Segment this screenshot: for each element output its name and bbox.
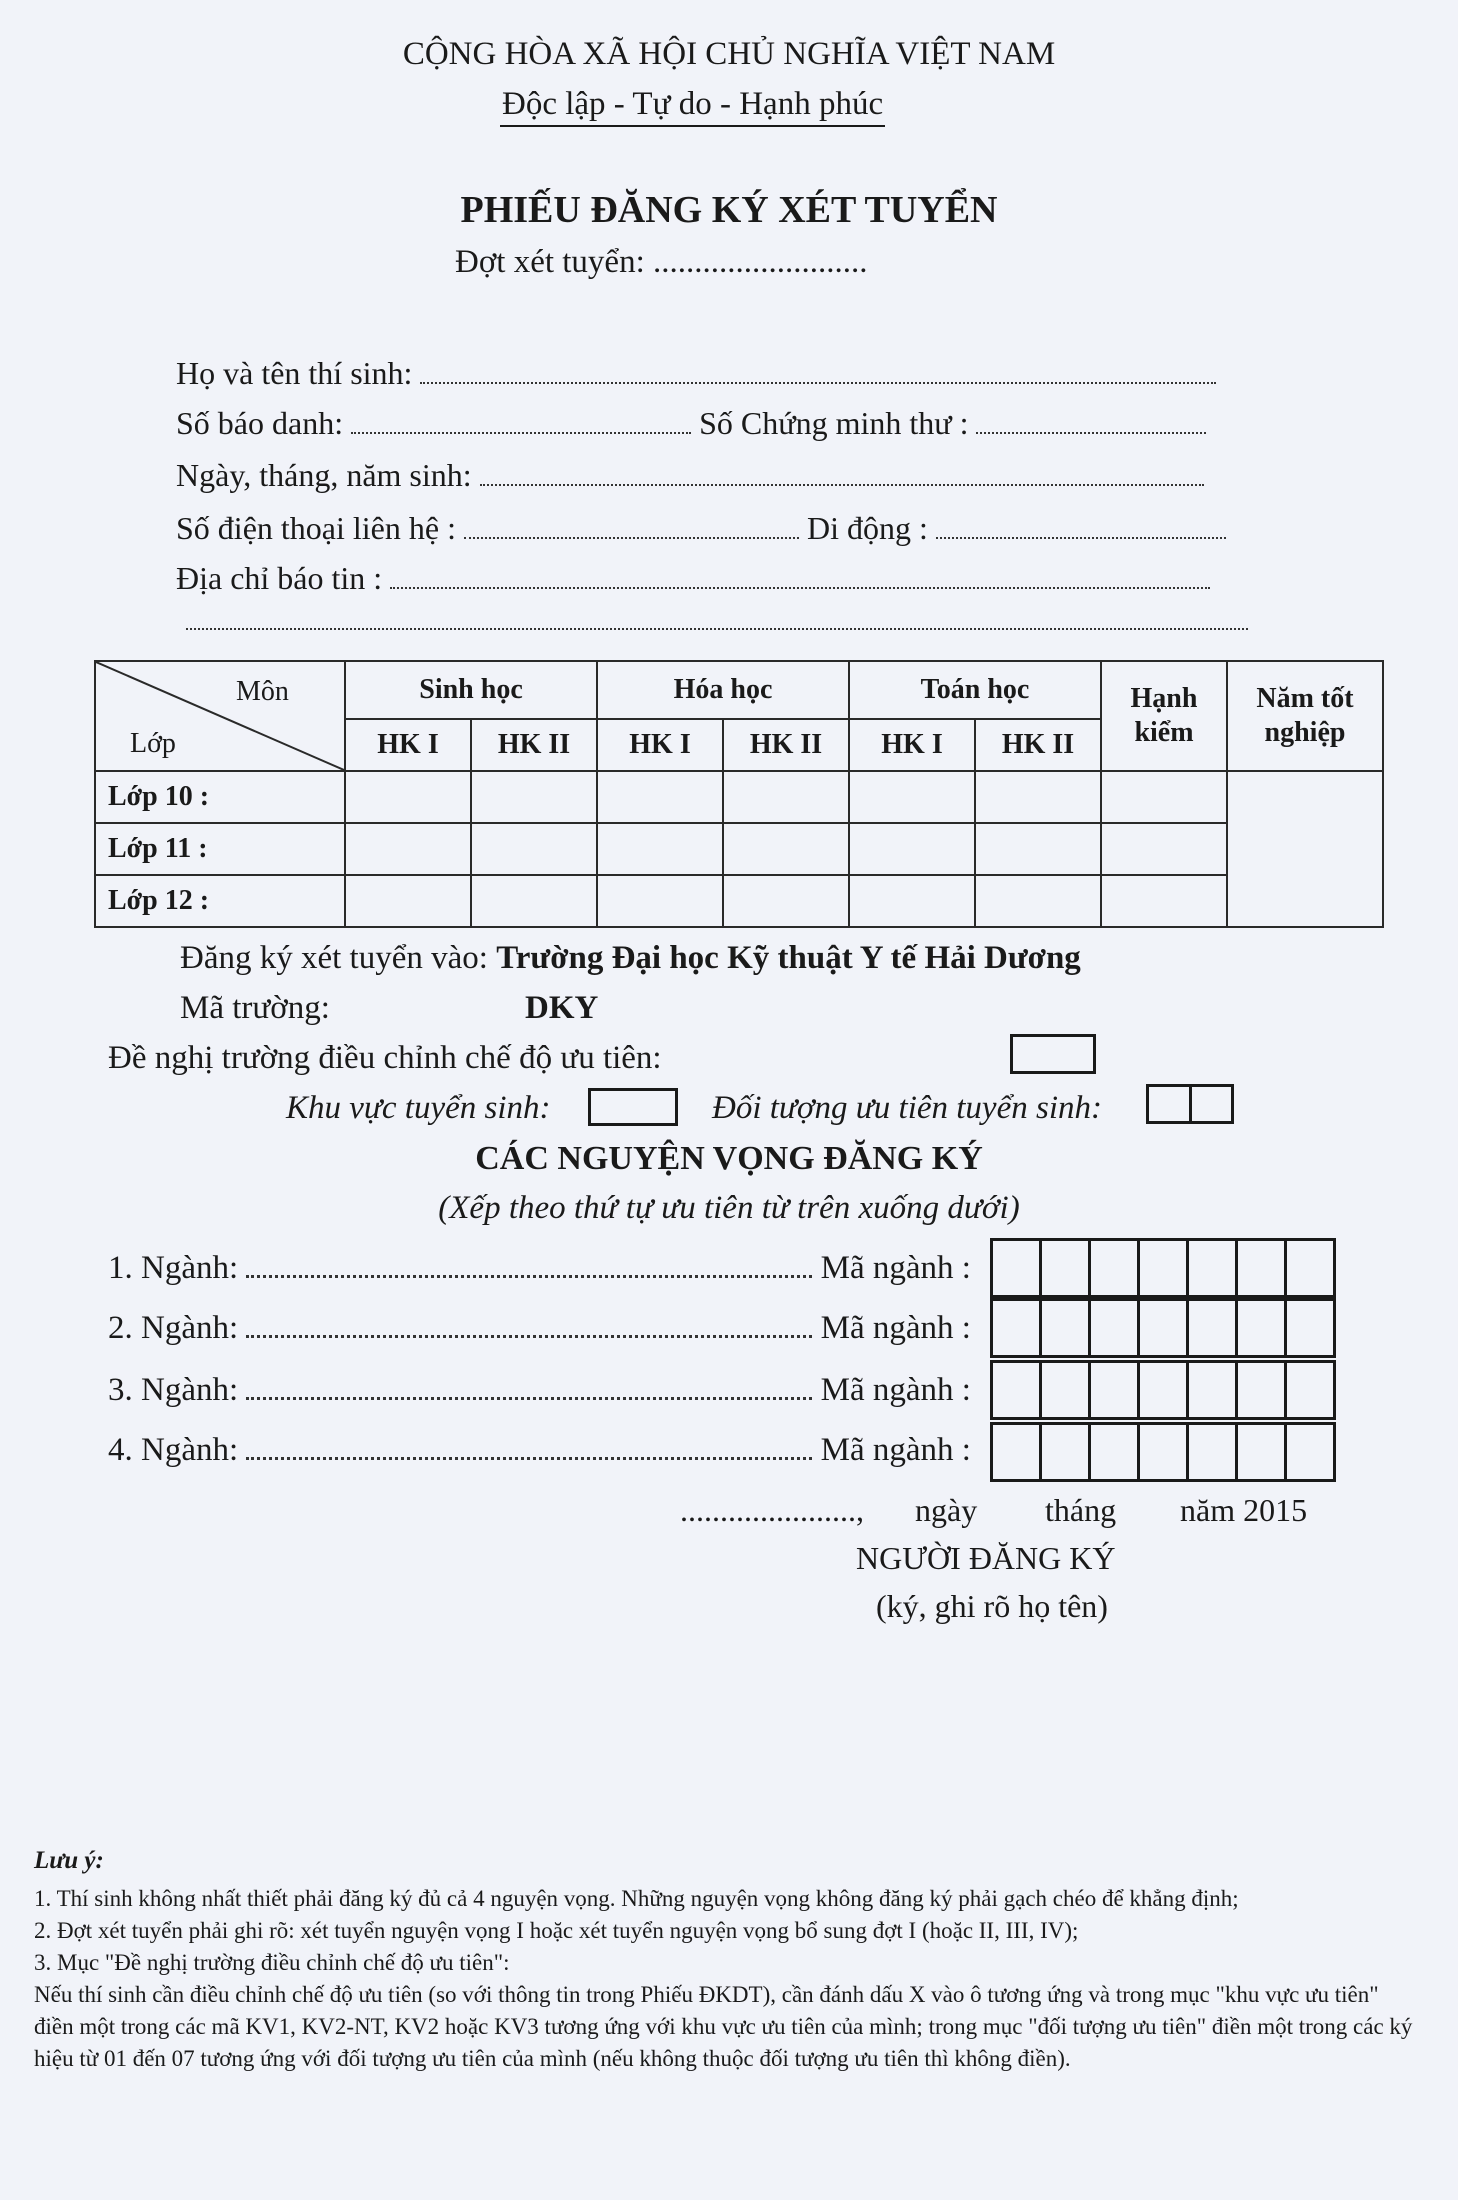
national-motto: Độc lập - Tự do - Hạnh phúc: [500, 86, 885, 127]
target-label: Đối tượng ưu tiên tuyển sinh:: [712, 1090, 1102, 1126]
date-dots: ......................,: [680, 1492, 864, 1528]
target-box-divider: [1189, 1087, 1192, 1121]
candidate-number-field[interactable]: [176, 405, 1206, 442]
id-number-label: Số Chứng minh thư :: [699, 405, 969, 441]
grad-year-cell[interactable]: [1227, 771, 1383, 927]
grade-cell[interactable]: [471, 875, 597, 927]
wish-row[interactable]: [108, 1432, 971, 1469]
form-title: PHIẾU ĐĂNG KÝ XÉT TUYỂN: [460, 189, 998, 231]
address-line-2[interactable]: [186, 628, 1248, 630]
signer-instruction: (ký, ghi rõ họ tên): [876, 1588, 1108, 1624]
conduct-cell[interactable]: [1101, 823, 1227, 875]
major-code-boxes[interactable]: [990, 1298, 1336, 1358]
grade-table: [94, 660, 1384, 928]
conduct-header: [1101, 661, 1227, 771]
date-year: năm 2015: [1180, 1492, 1308, 1528]
grade-cell[interactable]: [849, 771, 975, 823]
address-label: Địa chỉ báo tin :: [176, 560, 383, 596]
phone-line: [464, 531, 799, 539]
wish-row[interactable]: [108, 1250, 971, 1287]
wish-label: 2. Ngành:: [108, 1310, 239, 1346]
grade-cell[interactable]: [975, 771, 1101, 823]
wish-line: [246, 1269, 812, 1278]
grade-cell[interactable]: [345, 875, 471, 927]
signer-title: NGƯỜI ĐĂNG KÝ: [856, 1540, 1116, 1576]
grade-cell[interactable]: [723, 875, 849, 927]
subject-header: Sinh học: [345, 661, 597, 719]
term-header: HK II: [975, 719, 1101, 771]
round-field[interactable]: [455, 244, 868, 281]
table-row: [95, 875, 1383, 927]
note-item: 3. Mục "Đề nghị trường điều chỉnh chế độ ưu tiên":: [34, 1950, 510, 1975]
wishes-subheading: (Xếp theo thứ tự ưu tiên từ trên xuống dưới): [438, 1190, 1020, 1226]
grad-year-header: [1227, 661, 1383, 771]
conduct-header-label: Hạnh kiểm: [1130, 683, 1198, 748]
conduct-cell[interactable]: [1101, 771, 1227, 823]
id-number-line: [976, 426, 1206, 434]
subject-header: Hóa học: [597, 661, 849, 719]
phone-field[interactable]: [176, 510, 1226, 547]
country-name: CỘNG HÒA XÃ HỘI CHỦ NGHĨA VIỆT NAM: [402, 36, 1056, 72]
grade-cell[interactable]: [723, 823, 849, 875]
school-code: DKY: [525, 990, 599, 1026]
mobile-line: [936, 531, 1226, 539]
mobile-label: Di động :: [806, 510, 928, 546]
register-line: [180, 940, 1081, 977]
phone-label: Số điện thoại liên hệ :: [176, 510, 456, 546]
table-row: [95, 771, 1383, 823]
major-code-label: Mã ngành :: [820, 1310, 971, 1346]
term-header: HK I: [597, 719, 723, 771]
subject-header: Toán học: [849, 661, 1101, 719]
candidate-number-label: Số báo danh:: [176, 405, 344, 441]
wish-label: 3. Ngành:: [108, 1372, 239, 1408]
candidate-number-line: [351, 426, 691, 434]
full-name-line: [420, 376, 1216, 384]
term-header: HK II: [723, 719, 849, 771]
region-label: Khu vực tuyển sinh:: [286, 1090, 551, 1126]
term-header: HK I: [345, 719, 471, 771]
region-box[interactable]: [588, 1088, 678, 1126]
round-label: Đợt xét tuyển:: [455, 244, 645, 280]
grade-cell[interactable]: [849, 823, 975, 875]
birth-date-field[interactable]: [176, 457, 1204, 494]
target-box[interactable]: [1146, 1084, 1234, 1124]
row-label: Lớp 12 :: [95, 875, 345, 927]
wish-label: 1. Ngành:: [108, 1250, 239, 1286]
note-item: 2. Đợt xét tuyển phải ghi rõ: xét tuyển nguyện vọng I hoặc xét tuyển nguyện vọng bổ sung đợt I (hoặc II, III, IV);: [34, 1918, 1079, 1943]
grade-cell[interactable]: [849, 875, 975, 927]
notes-section: [34, 1845, 1414, 2075]
grade-cell[interactable]: [597, 771, 723, 823]
note-item: 1. Thí sinh không nhất thiết phải đăng ký đủ cả 4 nguyện vọng. Những nguyện vọng không đăng ký phải gạch chéo để khẳng định;: [34, 1886, 1239, 1911]
major-code-label: Mã ngành :: [820, 1372, 971, 1408]
table-row: [95, 823, 1383, 875]
major-code-label: Mã ngành :: [820, 1432, 971, 1468]
date-month: tháng: [1045, 1492, 1117, 1528]
full-name-field[interactable]: [176, 355, 1216, 392]
row-label: Lớp 10 :: [95, 771, 345, 823]
major-code-boxes[interactable]: [990, 1422, 1336, 1482]
grade-cell[interactable]: [723, 771, 849, 823]
wish-row[interactable]: [108, 1310, 971, 1347]
major-code-boxes[interactable]: [990, 1238, 1336, 1298]
term-header: HK II: [471, 719, 597, 771]
row-label: Lớp 11 :: [95, 823, 345, 875]
grade-cell[interactable]: [471, 771, 597, 823]
notes-title: Lưu ý:: [34, 1847, 104, 1874]
major-code-label: Mã ngành :: [820, 1250, 971, 1286]
grade-cell[interactable]: [597, 875, 723, 927]
grade-cell[interactable]: [471, 823, 597, 875]
wish-line: [246, 1329, 812, 1338]
major-code-boxes[interactable]: [990, 1360, 1336, 1420]
grade-cell[interactable]: [975, 875, 1101, 927]
wish-line: [246, 1451, 812, 1460]
school-code-label: Mã trường:: [180, 990, 330, 1026]
school-name: Trường Đại học Kỹ thuật Y tế Hải Dương: [496, 940, 1081, 976]
term-header: HK I: [849, 719, 975, 771]
corner-class-label: Lớp: [130, 728, 176, 759]
wish-row[interactable]: [108, 1372, 971, 1409]
grade-cell[interactable]: [345, 823, 471, 875]
grade-cell[interactable]: [975, 823, 1101, 875]
corner-subject-label: Môn: [236, 676, 289, 707]
address-line: [390, 581, 1210, 589]
round-dots: ..........................: [653, 244, 868, 280]
grade-cell[interactable]: [345, 771, 471, 823]
priority-request-checkbox[interactable]: [1010, 1034, 1096, 1074]
note-item: Nếu thí sinh cần điều chỉnh chế độ ưu tiên (so với thông tin trong Phiếu ĐKDT), cần đánh dấu X vào ô tương ứng và trong mục "khu vực ưu tiên" điền một trong các mã KV1, KV2-NT, KV2 hoặc KV3 tương ứng với khu vực ưu tiên của mình; trong mục "đối tượng ưu tiên" điền một trong các ký hiệu từ 01 đến 07 tương ứng với đối tượng ưu tiên của mình (nếu không thuộc đối tượng ưu tiên thì không điền).: [34, 1982, 1413, 2071]
conduct-cell[interactable]: [1101, 875, 1227, 927]
priority-request-label: Đề nghị trường điều chỉnh chế độ ưu tiên:: [108, 1040, 662, 1076]
table-corner: [95, 661, 345, 771]
birth-date-line: [480, 478, 1204, 486]
wish-line: [246, 1391, 812, 1400]
wish-label: 4. Ngành:: [108, 1432, 239, 1468]
date-day: ngày: [915, 1492, 978, 1528]
register-label: Đăng ký xét tuyển vào:: [180, 940, 488, 976]
address-field[interactable]: [176, 560, 1210, 597]
grad-year-header-label: Năm tốt nghiệp: [1256, 683, 1354, 748]
birth-date-label: Ngày, tháng, năm sinh:: [176, 457, 472, 493]
grade-cell[interactable]: [597, 823, 723, 875]
full-name-label: Họ và tên thí sinh:: [176, 355, 413, 391]
wishes-heading: CÁC NGUYỆN VỌNG ĐĂNG KÝ: [475, 1140, 983, 1177]
